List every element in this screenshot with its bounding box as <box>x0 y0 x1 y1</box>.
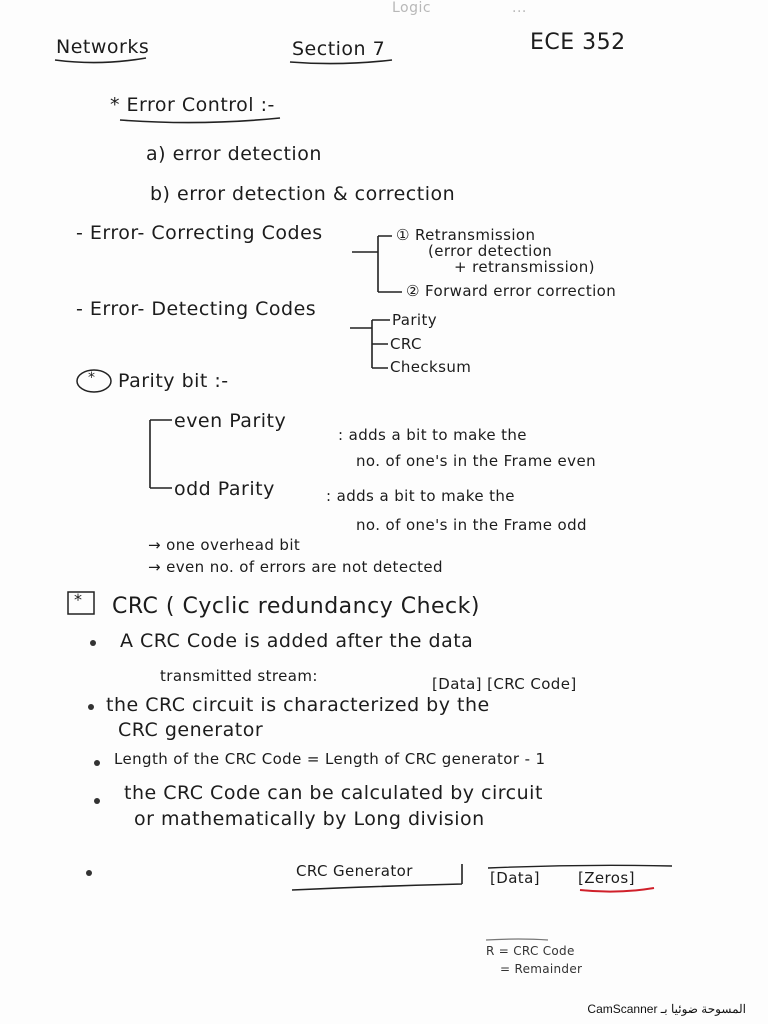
even-parity-desc-1: : adds a bit to make the <box>338 426 527 444</box>
crc-bullet-2 <box>88 704 94 710</box>
even-parity-desc-2: no. of one's in the Frame even <box>356 452 596 470</box>
detecting-codes-label: - Error- Detecting Codes <box>76 298 317 320</box>
even-parity-label: even Parity <box>174 410 287 432</box>
correcting-branch1-line1: ① Retransmission <box>396 226 536 244</box>
crc-bullet-3-text: Length of the CRC Code = Length of CRC generator - 1 <box>114 750 546 768</box>
parity-star-mark: * <box>88 370 96 386</box>
odd-parity-label: odd Parity <box>174 478 275 500</box>
crc-bullet-4 <box>94 798 100 804</box>
remainder-line-2: = Remainder <box>500 962 583 976</box>
division-dividend-zeros: [Zeros] <box>578 869 635 887</box>
correcting-branch1-line2: (error detection <box>428 242 553 260</box>
detecting-item-checksum: Checksum <box>390 358 472 376</box>
crc-frame-format: [Data] [CRC Code] <box>432 675 577 693</box>
correcting-branch1-line3: + retransmission) <box>454 258 595 276</box>
error-control-item-b: b) error detection & correction <box>150 183 456 205</box>
detecting-item-crc: CRC <box>390 335 422 353</box>
odd-parity-desc-1: : adds a bit to make the <box>326 487 515 505</box>
parity-note-overhead: → one overhead bit <box>148 536 301 554</box>
correcting-codes-label: - Error- Correcting Codes <box>76 222 323 244</box>
crc-bullet-2-line-2: CRC generator <box>118 719 264 741</box>
crc-heading: CRC ( Cyclic redundancy Check) <box>112 594 480 619</box>
parity-heading: Parity bit :- <box>118 370 229 392</box>
division-dividend-data: [Data] <box>490 869 540 887</box>
faint-top-left-text: Logic <box>392 0 432 16</box>
crc-bullet-2-line-1: the CRC circuit is characterized by the <box>106 694 490 716</box>
correcting-branch2: ② Forward error correction <box>406 282 617 300</box>
crc-star-mark: * <box>74 590 83 609</box>
division-divisor: CRC Generator <box>296 862 413 880</box>
header-course-topic: Networks <box>56 36 150 58</box>
crc-bullet-4-line-1: the CRC Code can be calculated by circuit <box>124 782 543 804</box>
detecting-item-parity: Parity <box>392 311 438 329</box>
crc-bullet-4-line-2: or mathematically by Long division <box>134 808 485 830</box>
crc-bullet-1 <box>90 640 96 646</box>
faint-top-right-text: ... <box>512 0 527 16</box>
parity-note-even-errors: → even no. of errors are not detected <box>148 558 443 576</box>
odd-parity-desc-2: no. of one's in the Frame odd <box>356 516 587 534</box>
crc-bullet-5 <box>86 870 92 876</box>
error-control-heading: * Error Control :- <box>110 94 275 116</box>
camscanner-watermark: CamScanner المسوحة ضوئيا بـ <box>587 1002 746 1016</box>
error-control-item-a: a) error detection <box>146 143 322 165</box>
header-course-code: ECE 352 <box>530 30 626 55</box>
header-section: Section 7 <box>292 38 386 60</box>
remainder-line-1: R = CRC Code <box>486 944 575 958</box>
crc-bullet-1-line-1: A CRC Code is added after the data <box>120 630 474 652</box>
crc-bullet-3 <box>94 760 100 766</box>
crc-bullet-1-line-2: transmitted stream: <box>160 667 318 685</box>
